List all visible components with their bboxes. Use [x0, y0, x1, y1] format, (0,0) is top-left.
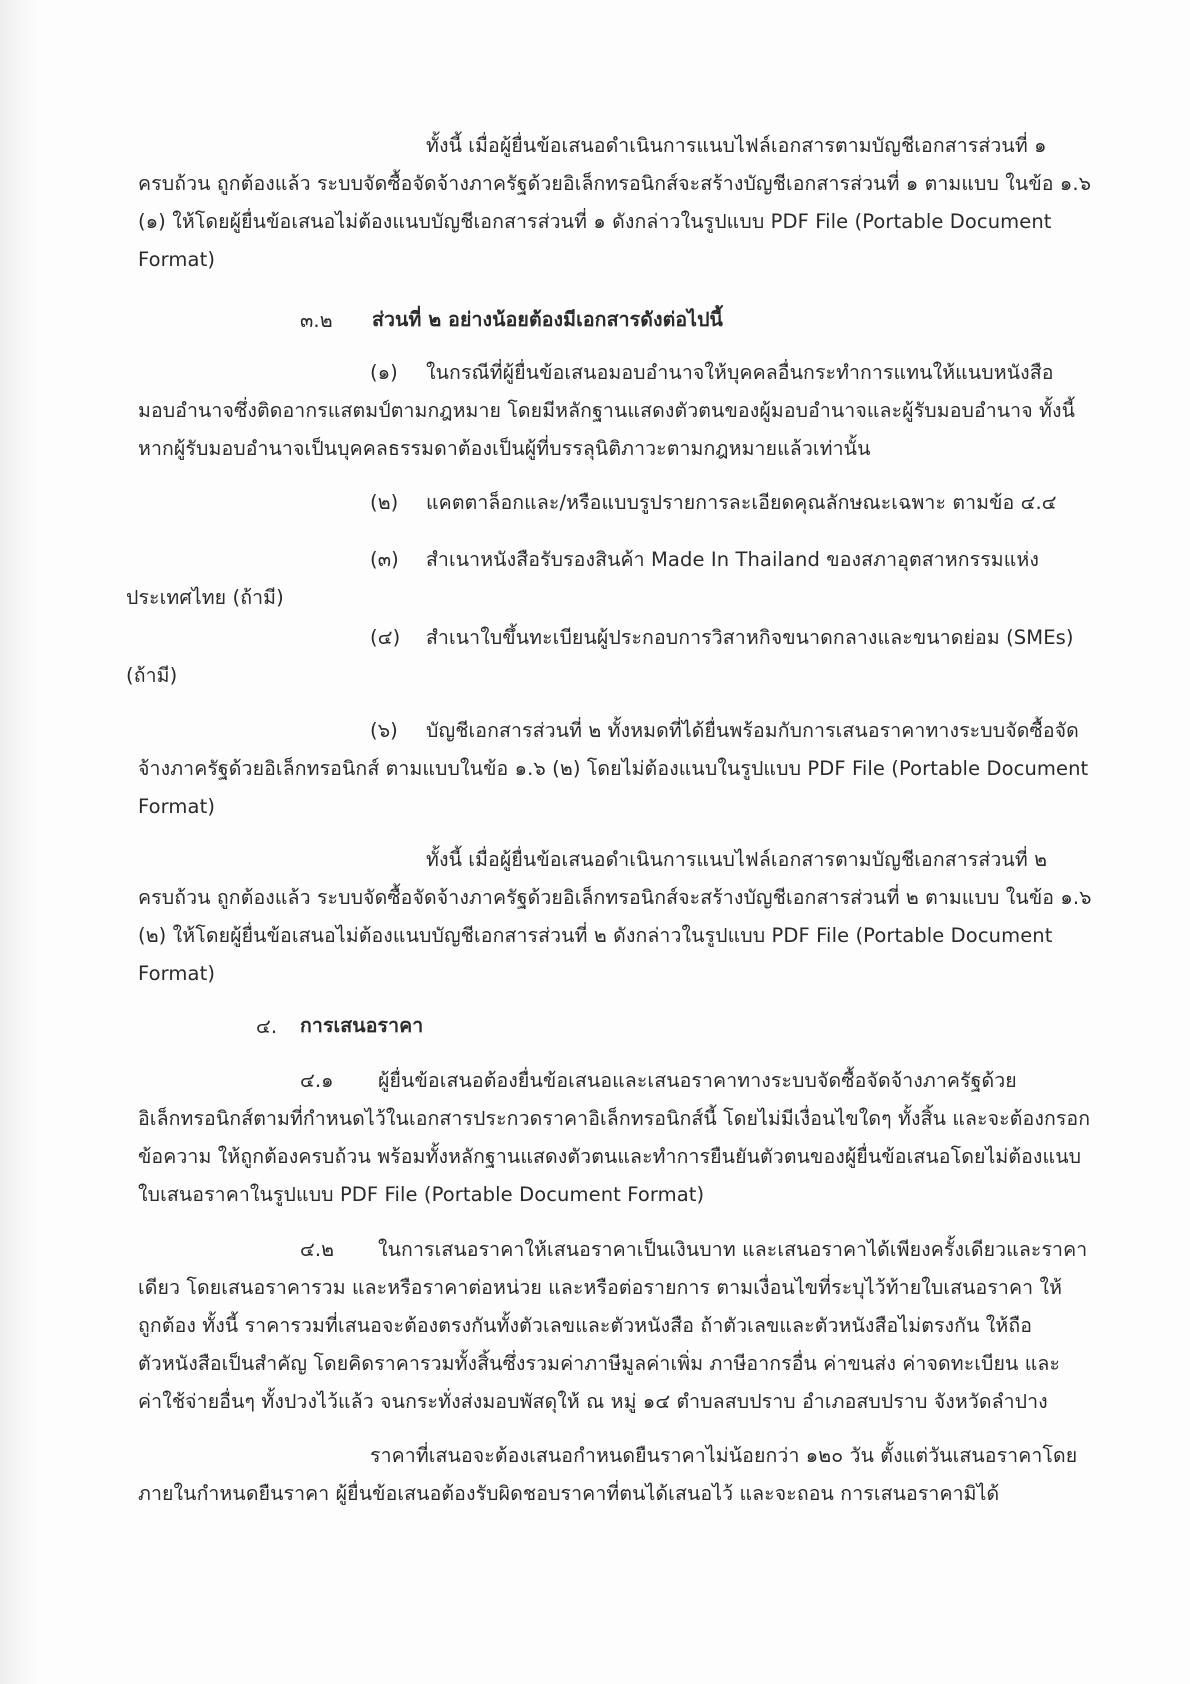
section-4-2-line-4: ตัวหนังสือเป็นสำคัญ โดยคิดราคารวมทั้งสิ้นซึ่งรวมค่าภาษีมูลค่าเพิ่ม ภาษีอากรอื่น ค่าขนส่ง ค่าจดทะเบียน และ [138, 1352, 1061, 1375]
item-1-number: (๑) [370, 361, 398, 384]
section-4-2-line-3: ถูกต้อง ทั้งนี้ ราคารวมที่เสนอจะต้องตรงกันทั้งตัวเลขและตัวหนังสือ ถ้าตัวเลขและตัวหนังสือไม่ตรงกัน ให้ถือ [138, 1314, 1033, 1337]
p2-line-1: ทั้งนี้ เมื่อผู้ยื่นข้อเสนอดำเนินการแนบไฟล์เอกสารตามบัญชีเอกสารส่วนที่ ๒ [426, 848, 1048, 871]
item-6-line-1: บัญชีเอกสารส่วนที่ ๒ ทั้งหมดที่ได้ยื่นพร้อมกับการเสนอราคาทางระบบจัดซื้อจัด [426, 719, 1079, 742]
p1-line-2: ครบถ้วน ถูกต้องแล้ว ระบบจัดซื้อจัดจ้างภาครัฐด้วยอิเล็กทรอนิกส์จะสร้างบัญชีเอกสารส่วนที่ ๑ ตามแบบ ในข้อ ๑.๖ [138, 172, 1092, 195]
item-2-line-1: แคตตาล็อกและ/หรือแบบรูปรายการละเอียดคุณลักษณะเฉพาะ ตามข้อ ๔.๔ [426, 491, 1057, 514]
p1-line-3: (๑) ให้โดยผู้ยื่นข้อเสนอไม่ต้องแนบบัญชีเอกสารส่วนที่ ๑ ดังกล่าวในรูปแบบ PDF File (Portable Document [138, 210, 1052, 233]
section-4-2-line-2: เดียว โดยเสนอราคารวม และหรือราคาต่อหน่วย และหรือต่อรายการ ตามเงื่อนไขที่ระบุไว้ท้ายใบเสนอราคา ให้ [138, 1276, 1063, 1299]
section-4-1-line-3: ข้อความ ให้ถูกต้องครบถ้วน พร้อมทั้งหลักฐานแสดงตัวตนและทำการยืนยันตัวตนของผู้ยื่นข้อเสนอโดยไม่ต้องแนบ [138, 1145, 1082, 1168]
section-4-1-number: ๔.๑ [300, 1069, 334, 1092]
p2-line-2: ครบถ้วน ถูกต้องแล้ว ระบบจัดซื้อจัดจ้างภาครัฐด้วยอิเล็กทรอนิกส์จะสร้างบัญชีเอกสารส่วนที่ ๒ ตามแบบ ในข้อ ๑.๖ [138, 886, 1092, 909]
p2-line-3: (๒) ให้โดยผู้ยื่นข้อเสนอไม่ต้องแนบบัญชีเอกสารส่วนที่ ๒ ดังกล่าวในรูปแบบ PDF File (Portable Document [138, 924, 1053, 947]
item-3-line-2: ประเทศไทย (ถ้ามี) [126, 586, 284, 609]
section-4-1-line-1: ผู้ยื่นข้อเสนอต้องยื่นข้อเสนอและเสนอราคาทางระบบจัดซื้อจัดจ้างภาครัฐด้วย [378, 1069, 1017, 1092]
p3-line-1: ราคาที่เสนอจะต้องเสนอกำหนดยืนราคาไม่น้อยกว่า ๑๒๐ วัน ตั้งแต่วันเสนอราคาโดย [370, 1444, 1078, 1467]
item-4-number: (๔) [370, 626, 401, 649]
item-1-line-2: มอบอำนาจซึ่งติดอากรแสตมป์ตามกฎหมาย โดยมีหลักฐานแสดงตัวตนของผู้มอบอำนาจและผู้รับมอบอำนาจ ทั้งนี้ [138, 399, 1076, 422]
item-2-number: (๒) [370, 491, 399, 514]
section-4-number: ๔. [256, 1015, 278, 1038]
p3-line-2: ภายในกำหนดยืนราคา ผู้ยื่นข้อเสนอต้องรับผิดชอบราคาที่ตนได้เสนอไว้ และจะถอน การเสนอราคามิได้ [138, 1482, 1000, 1505]
item-6-line-2: จ้างภาครัฐด้วยอิเล็กทรอนิกส์ ตามแบบในข้อ ๑.๖ (๒) โดยไม่ต้องแนบในรูปแบบ PDF File (Portable Document [138, 757, 1089, 780]
item-3-number: (๓) [370, 548, 399, 571]
item-4-line-1: สำเนาใบขึ้นทะเบียนผู้ประกอบการวิสาหกิจขนาดกลางและขนาดย่อม (SMEs) [426, 626, 1074, 649]
scan-edge [0, 0, 38, 1684]
item-6-line-3: Format) [138, 795, 216, 818]
section-4-1-line-2: อิเล็กทรอนิกส์ตามที่กำหนดไว้ในเอกสารประกวดราคาอิเล็กทรอนิกส์นี้ โดยไม่มีเงื่อนไขใดๆ ทั้งสิ้น และจะต้องกรอก [138, 1107, 1091, 1130]
section-3-2-number: ๓.๒ [300, 309, 333, 332]
section-4-1-line-4: ใบเสนอราคาในรูปแบบ PDF File (Portable Document Format) [138, 1183, 705, 1206]
item-1-line-1: ในกรณีที่ผู้ยื่นข้อเสนอมอบอำนาจให้บุคคลอื่นกระทำการแทนให้แนบหนังสือ [426, 361, 1054, 384]
section-4-2-line-5: ค่าใช้จ่ายอื่นๆ ทั้งปวงไว้แล้ว จนกระทั่งส่งมอบพัสดุให้ ณ หมู่ ๑๔ ตำบลสบปราบ อำเภอสบปราบ จังหวัดลำปาง [138, 1390, 1048, 1413]
p1-line-1: ทั้งนี้ เมื่อผู้ยื่นข้อเสนอดำเนินการแนบไฟล์เอกสารตามบัญชีเอกสารส่วนที่ ๑ [426, 134, 1047, 157]
section-4-2-number: ๔.๒ [300, 1238, 335, 1261]
item-4-line-2: (ถ้ามี) [126, 664, 178, 687]
item-6-number: (๖) [370, 719, 398, 742]
section-4-title: การเสนอราคา [300, 1014, 424, 1037]
section-3-2-title: ส่วนที่ ๒ อย่างน้อยต้องมีเอกสารดังต่อไปนี้ [372, 308, 723, 331]
p1-line-4: Format) [138, 248, 216, 271]
item-1-line-3: หากผู้รับมอบอำนาจเป็นบุคคลธรรมดาต้องเป็นผู้ที่บรรลุนิติภาวะตามกฎหมายแล้วเท่านั้น [138, 437, 871, 460]
p2-line-4: Format) [138, 962, 216, 985]
section-4-2-line-1: ในการเสนอราคาให้เสนอราคาเป็นเงินบาท และเสนอราคาได้เพียงครั้งเดียวและราคา [378, 1238, 1088, 1261]
item-3-line-1: สำเนาหนังสือรับรองสินค้า Made In Thailand ของสภาอุตสาหกรรมแห่ง [426, 548, 1039, 571]
